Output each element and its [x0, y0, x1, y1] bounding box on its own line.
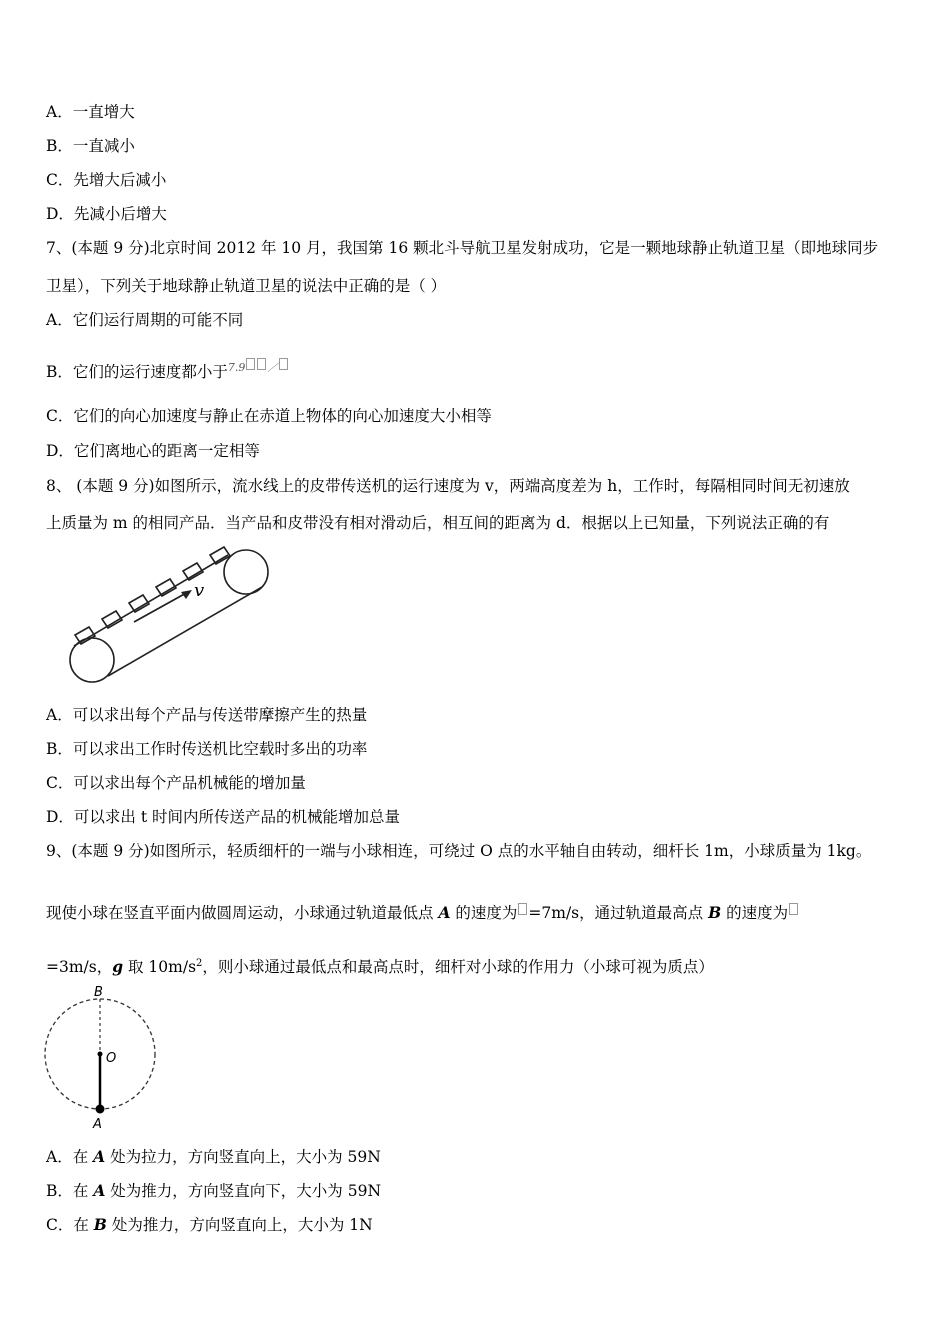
q7-unit-sep: ／: [267, 361, 279, 374]
missing-glyph-icon: [279, 358, 288, 370]
q9-stem-text: 取 10m/s: [123, 958, 197, 977]
q7-stem-line2: 卫星），下列关于地球静止轨道卫星的说法中正确的是（ ）: [46, 277, 447, 295]
point-b-label: B: [708, 903, 722, 922]
q9-stem-text: =3m/s，: [46, 958, 113, 977]
q9-option-a: [46, 1147, 381, 1167]
belt-bottom: [108, 587, 262, 676]
q7-option-c: C．它们的向心加速度与静止在赤道上物体的向心加速度大小相等: [46, 407, 492, 425]
q9-stem-line3: [46, 954, 714, 977]
missing-glyph-icon: [518, 903, 527, 915]
q7-stem-line1: 7、(本题 9 分)北京时间 2012 年 10 月，我国第 16 颗北斗导航卫星发射成功，它是一颗地球静止轨道卫星（即地球同步: [46, 239, 879, 257]
q9-option-a-point: A: [93, 1147, 106, 1166]
point-a-label: A: [438, 903, 451, 922]
label-b: B: [94, 985, 103, 1000]
q6-option-a: A．一直增大: [46, 103, 135, 121]
q6-option-d: D．先减小后增大: [46, 205, 167, 223]
q7-option-a: A．它们运行周期的可能不同: [46, 311, 244, 329]
q8-stem-line2: 上质量为 m 的相同产品．当产品和皮带没有相对滑动后，相互间的距离为 d．根据以上已知量，下列说法正确的有: [46, 514, 830, 532]
q9-option-c-prefix: C．在: [46, 1216, 94, 1234]
q9-stem-line2: [46, 903, 799, 923]
q9-stem-text: =7m/s，通过轨道最高点: [528, 904, 709, 922]
q7-option-b-text: B．它们的运行速度都小于: [46, 363, 228, 381]
conveyor-belt-figure: [64, 540, 274, 690]
missing-glyph-icon: [257, 358, 266, 370]
velocity-arrow-icon: [134, 592, 188, 622]
label-a: A: [93, 1117, 102, 1132]
q9-option-b-prefix: B．在: [46, 1182, 94, 1200]
q7-option-b: [46, 358, 289, 382]
q8-option-c: C．可以求出每个产品机械能的增加量: [46, 774, 306, 792]
q9-stem-text: 的速度为: [450, 904, 518, 922]
q9-stem-line1: 9、(本题 9 分)如图所示，轻质细杆的一端与小球相连，可绕过 O 点的水平轴自由转动，细杆长 1m，小球质量为 1kg。: [46, 842, 872, 860]
q9-option-a-prefix: A．在: [46, 1148, 94, 1166]
pivot-point: [98, 1052, 103, 1057]
gravity-symbol: g: [112, 957, 124, 977]
ball: [96, 1105, 105, 1114]
q9-option-c-text: 处为推力，方向竖直向上，大小为 1N: [106, 1216, 373, 1234]
q9-option-c-point: B: [93, 1215, 107, 1234]
q8-stem-line1: 8、 (本题 9 分)如图所示，流水线上的皮带传送机的运行速度为 v，两端高度差为 h，工作时，每隔相同时间无初速放: [46, 477, 850, 495]
q9-stem-text: 的速度为: [721, 904, 789, 922]
q8-option-d: D．可以求出 t 时间内所传送产品的机械能增加总量: [46, 808, 401, 826]
q9-stem-text: 现使小球在竖直平面内做圆周运动，小球通过轨道最低点: [46, 904, 439, 922]
q9-option-a-text: 处为拉力，方向竖直向上，大小为 59N: [105, 1148, 381, 1166]
missing-glyph-icon: [246, 358, 255, 370]
q9-option-b-point: A: [93, 1181, 106, 1200]
q6-option-c: C．先增大后减小: [46, 171, 167, 189]
q7-speed-value: 7.9: [227, 361, 246, 374]
q6-option-b: B．一直减小: [46, 137, 135, 155]
q8-option-a: A．可以求出每个产品与传送带摩擦产生的热量: [46, 706, 368, 724]
exponent: 2: [196, 958, 203, 969]
q8-option-b: B．可以求出工作时传送机比空载时多出的功率: [46, 740, 368, 758]
missing-glyph-icon: [789, 903, 798, 915]
q9-option-b: [46, 1181, 381, 1201]
velocity-label: v: [194, 580, 205, 601]
belt-top: [74, 555, 228, 646]
label-o: O: [106, 1051, 117, 1066]
q9-option-c: [46, 1215, 373, 1235]
q9-stem-text: ，则小球通过最低点和最高点时，细杆对小球的作用力（小球可视为质点）: [202, 958, 714, 977]
circular-motion-figure: [40, 982, 164, 1132]
q9-option-b-text: 处为推力，方向竖直向下，大小为 59N: [105, 1182, 382, 1200]
q7-option-d: D．它们离地心的距离一定相等: [46, 442, 260, 460]
products: [75, 547, 230, 644]
